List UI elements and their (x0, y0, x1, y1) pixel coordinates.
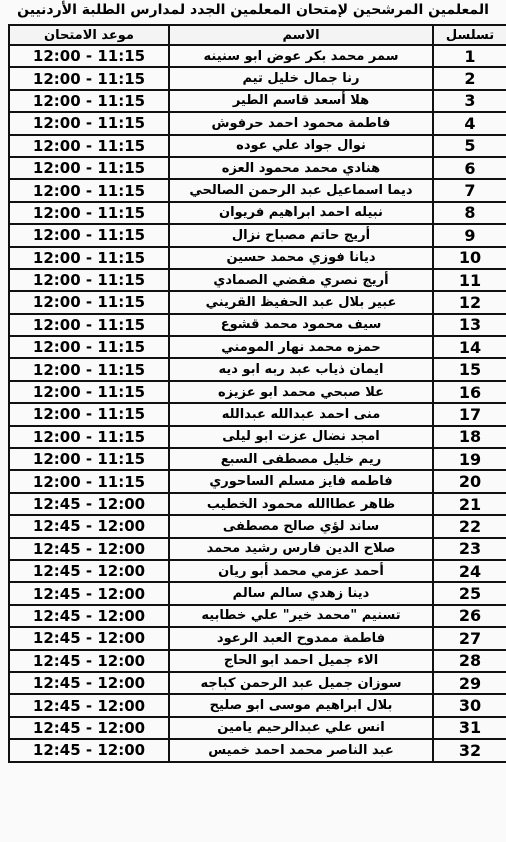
serial-cell: 14 (433, 336, 506, 358)
exam-time-cell: 12:00 - 11:15 (9, 269, 169, 291)
serial-cell: 18 (433, 426, 506, 448)
table-row (9, 157, 506, 179)
table-row (9, 538, 506, 560)
exam-time-cell: 12:45 - 12:00 (9, 650, 169, 672)
serial-cell: 23 (433, 538, 506, 560)
candidate-name-cell: عبير بلال عبد الحفيظ القريني (169, 291, 433, 313)
candidate-name-cell: صلاح الدين فارس رشيد محمد (169, 538, 433, 560)
candidate-name-cell: ظاهر عطاالله محمود الخطيب (169, 493, 433, 515)
header-serial: تسلسل (433, 25, 506, 45)
serial-cell: 32 (433, 739, 506, 761)
exam-time-cell: 12:45 - 12:00 (9, 560, 169, 582)
table-row (9, 224, 506, 246)
candidate-name-cell: سمر محمد بكر عوض ابو سنينه (169, 45, 433, 67)
serial-cell: 11 (433, 269, 506, 291)
serial-cell: 26 (433, 605, 506, 627)
table-row (9, 314, 506, 336)
exam-time-cell: 12:00 - 11:15 (9, 202, 169, 224)
candidate-name-cell: منى احمد عبدالله عبدالله (169, 403, 433, 425)
table-row (9, 403, 506, 425)
exam-time-cell: 12:45 - 12:00 (9, 582, 169, 604)
table-row (9, 650, 506, 672)
serial-cell: 5 (433, 135, 506, 157)
header-exam-time: موعد الامتحان (9, 25, 169, 45)
candidate-name-cell: بلال ابراهيم موسى ابو صليح (169, 694, 433, 716)
table-row (9, 672, 506, 694)
serial-cell: 4 (433, 112, 506, 134)
exam-time-cell: 12:45 - 12:00 (9, 672, 169, 694)
table-row (9, 291, 506, 313)
candidate-name-cell: تسنيم "محمد خير" علي خطابيه (169, 605, 433, 627)
table-row (9, 448, 506, 470)
serial-cell: 6 (433, 157, 506, 179)
table-row (9, 202, 506, 224)
serial-cell: 31 (433, 717, 506, 739)
exam-time-cell: 12:00 - 11:15 (9, 157, 169, 179)
candidate-name-cell: رنا جمال خليل تيم (169, 67, 433, 89)
exam-time-cell: 12:45 - 12:00 (9, 717, 169, 739)
exam-time-cell: 12:00 - 11:15 (9, 135, 169, 157)
table-body (9, 45, 506, 762)
candidate-name-cell: هلا أسعد قاسم الطير (169, 90, 433, 112)
page-title: المعلمين المرشحين لإمتحان المعلمين الجدد لمدارس الطلبة الأردنيين (17, 2, 489, 18)
exam-time-cell: 12:00 - 11:15 (9, 224, 169, 246)
serial-cell: 1 (433, 45, 506, 67)
candidate-name-cell: أريج حاتم مصباح نزال (169, 224, 433, 246)
exam-time-cell: 12:00 - 11:15 (9, 247, 169, 269)
table-row (9, 493, 506, 515)
candidate-name-cell: الاء جميل احمد ابو الحاج (169, 650, 433, 672)
exam-time-cell: 12:45 - 12:00 (9, 605, 169, 627)
table-row (9, 269, 506, 291)
serial-cell: 2 (433, 67, 506, 89)
exam-time-cell: 12:45 - 12:00 (9, 694, 169, 716)
candidate-name-cell: أحمد عزمي محمد أبو ريان (169, 560, 433, 582)
table-row (9, 45, 506, 67)
table-row (9, 739, 506, 761)
exam-time-cell: 12:00 - 11:15 (9, 314, 169, 336)
exam-time-cell: 12:00 - 11:15 (9, 90, 169, 112)
table-row (9, 515, 506, 537)
candidate-name-cell: فاطمة محمود احمد حرفوش (169, 112, 433, 134)
table-row (9, 605, 506, 627)
table-row (9, 582, 506, 604)
exam-time-cell: 12:00 - 11:15 (9, 448, 169, 470)
serial-cell: 19 (433, 448, 506, 470)
serial-cell: 25 (433, 582, 506, 604)
table-row (9, 135, 506, 157)
serial-cell: 27 (433, 627, 506, 649)
candidate-name-cell: ديما اسماعيل عبد الرحمن الصالحي (169, 179, 433, 201)
serial-cell: 20 (433, 470, 506, 492)
candidate-name-cell: ديانا فوزي محمد حسين (169, 247, 433, 269)
candidate-name-cell: حمزه محمد نهار المومني (169, 336, 433, 358)
candidate-name-cell: أريج نصري مفضي الصمادي (169, 269, 433, 291)
candidate-name-cell: فاطمه فايز مسلم الساحوري (169, 470, 433, 492)
serial-cell: 7 (433, 179, 506, 201)
exam-time-cell: 12:00 - 11:15 (9, 358, 169, 380)
table-row (9, 470, 506, 492)
candidate-name-cell: دينا زهدي سالم سالم (169, 582, 433, 604)
serial-cell: 8 (433, 202, 506, 224)
serial-cell: 17 (433, 403, 506, 425)
exam-time-cell: 12:00 - 11:15 (9, 336, 169, 358)
table-row (9, 694, 506, 716)
table-row (9, 717, 506, 739)
table-row (9, 381, 506, 403)
exam-time-cell: 12:00 - 11:15 (9, 45, 169, 67)
exam-time-cell: 12:00 - 11:15 (9, 67, 169, 89)
exam-time-cell: 12:00 - 11:15 (9, 112, 169, 134)
candidate-name-cell: امجد نضال عزت ابو ليلى (169, 426, 433, 448)
table-row (9, 90, 506, 112)
serial-cell: 21 (433, 493, 506, 515)
table-row (9, 179, 506, 201)
serial-cell: 16 (433, 381, 506, 403)
table-row (9, 358, 506, 380)
exam-time-cell: 12:00 - 11:15 (9, 381, 169, 403)
exam-time-cell: 12:45 - 12:00 (9, 515, 169, 537)
serial-cell: 24 (433, 560, 506, 582)
candidate-name-cell: نبيله احمد ابراهيم فريوان (169, 202, 433, 224)
table-row (9, 560, 506, 582)
candidate-name-cell: ريم خليل مصطفى السبع (169, 448, 433, 470)
candidate-name-cell: عبد الناصر محمد احمد خميس (169, 739, 433, 761)
candidate-name-cell: فاطمة ممدوح العبد الرعود (169, 627, 433, 649)
serial-cell: 22 (433, 515, 506, 537)
candidate-name-cell: سيف محمود محمد قشوع (169, 314, 433, 336)
candidate-name-cell: نوال جواد علي عوده (169, 135, 433, 157)
serial-cell: 9 (433, 224, 506, 246)
serial-cell: 15 (433, 358, 506, 380)
table-row (9, 112, 506, 134)
exam-time-cell: 12:00 - 11:15 (9, 426, 169, 448)
candidate-name-cell: علا صبحي محمد ابو عزيزه (169, 381, 433, 403)
candidate-name-cell: هنادي محمد محمود العزه (169, 157, 433, 179)
candidate-name-cell: ايمان ذياب عبد ربه ابو ديه (169, 358, 433, 380)
exam-time-cell: 12:00 - 11:15 (9, 403, 169, 425)
exam-time-cell: 12:00 - 11:15 (9, 291, 169, 313)
serial-cell: 12 (433, 291, 506, 313)
exam-time-cell: 12:45 - 12:00 (9, 739, 169, 761)
serial-cell: 3 (433, 90, 506, 112)
exam-time-cell: 12:45 - 12:00 (9, 493, 169, 515)
table-row (9, 67, 506, 89)
serial-cell: 28 (433, 650, 506, 672)
table-row (9, 247, 506, 269)
serial-cell: 29 (433, 672, 506, 694)
candidates-table (8, 24, 506, 763)
candidate-name-cell: سوزان جميل عبد الرحمن كباجه (169, 672, 433, 694)
serial-cell: 10 (433, 247, 506, 269)
exam-time-cell: 12:45 - 12:00 (9, 538, 169, 560)
exam-time-cell: 12:45 - 12:00 (9, 627, 169, 649)
table-header-row (9, 25, 506, 45)
exam-time-cell: 12:00 - 11:15 (9, 179, 169, 201)
exam-time-cell: 12:00 - 11:15 (9, 470, 169, 492)
table-row (9, 627, 506, 649)
table-row (9, 336, 506, 358)
table-row (9, 426, 506, 448)
header-name: الاسم (169, 25, 433, 45)
serial-cell: 30 (433, 694, 506, 716)
candidate-name-cell: انس علي عبدالرحيم يامين (169, 717, 433, 739)
candidate-name-cell: ساند لؤي صالح مصطفى (169, 515, 433, 537)
serial-cell: 13 (433, 314, 506, 336)
